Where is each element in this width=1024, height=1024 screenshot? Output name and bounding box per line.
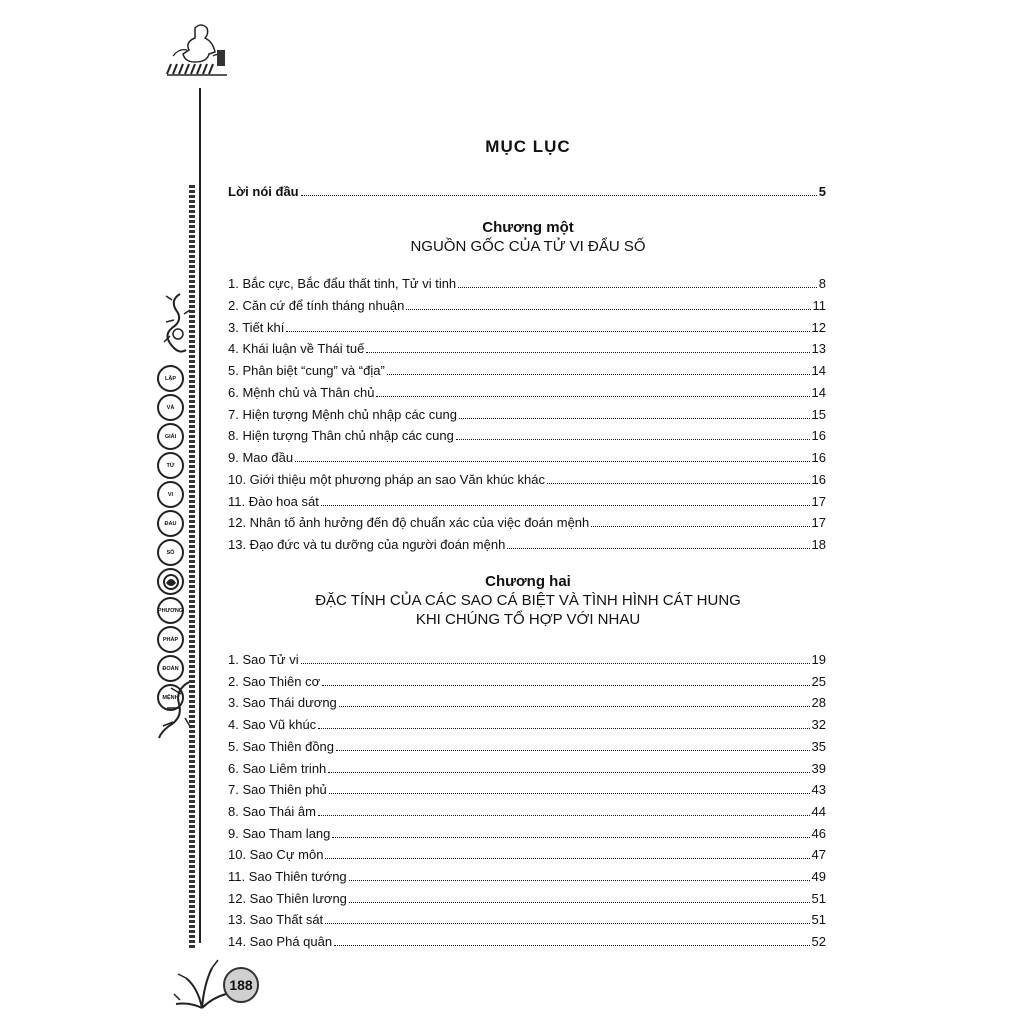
dot-leader [322,685,809,686]
entry-label: 8. Hiện tượng Thân chủ nhập các cung [228,428,454,444]
dot-leader [349,880,810,881]
toc-entry-intro [228,184,826,200]
entry-label: 13. Sao Thất sát [228,912,324,928]
entry-page-number: 43 [811,782,826,798]
entry-label: 12. Nhân tố ảnh hưởng đến độ chuẩn xác của việc đoán mệnh [228,515,590,531]
series-title-circles [157,365,189,713]
toc-entry [228,652,826,668]
entry-page-number: 47 [811,847,826,863]
dot-leader [456,439,810,440]
entry-label: 1. Bắc cực, Bắc đẩu thất tinh, Tử vi tinh [228,276,457,291]
dot-leader [328,772,809,773]
entry-page-number: 49 [811,869,826,884]
toc-entry [228,869,826,885]
chapter-heading [228,218,828,256]
dot-leader [295,461,809,462]
entry-label: 10. Sao Cự môn [228,847,324,863]
toc-entry [228,537,826,553]
margin-circle-label: SỐ [157,539,184,566]
margin-circle-label: TỬ [157,452,184,479]
page-number-badge: 188 [223,967,259,1003]
entry-label: 11. Sao Thiên tướng [228,869,347,884]
entry-label: 13. Đạo đức và tu dưỡng của người đoán mệnh [228,537,506,552]
toc-entry [228,804,826,820]
toc-entry [228,298,826,314]
dot-leader [318,728,809,729]
entry-page-number: 17 [811,493,826,509]
chapter-number: Chương hai [485,573,571,590]
entry-page-number: 17 [811,515,826,531]
toc-entry [228,407,826,423]
toc-entry [228,385,826,401]
margin-circle-label: PHƯƠNG [157,597,184,624]
dot-leader [329,793,810,794]
margin-circle-label: VI [157,481,184,508]
dot-leader [349,902,810,903]
entry-label: 5. Sao Thiên đồng [228,738,335,754]
dot-leader [318,815,810,816]
entry-page-number: 28 [811,695,826,711]
dot-leader [547,483,810,484]
dot-leader [458,287,817,288]
entry-label: 9. Mao đầu [228,450,294,465]
toc-entry [228,912,826,928]
dot-leader [366,352,809,353]
margin-circle-label: GIẢI [157,423,184,450]
toc-entry [228,934,826,950]
entry-label: 4. Sao Vũ khúc [228,717,317,733]
chapter-title: KHI CHÚNG TỔ HỢP VỚI NHAU [415,611,641,628]
toc-entry [228,761,826,777]
entry-label: 6. Mệnh chủ và Thân chủ [228,384,375,400]
toc-entry [228,320,826,336]
entry-page-number: 11 [812,297,826,313]
emblem-circle-icon [157,568,184,595]
entry-page-number: 16 [811,471,826,487]
entry-page-number: 15 [811,406,826,422]
chapter-heading [228,572,828,629]
entry-label: 3. Tiết khí [228,319,285,335]
toc-entry [228,494,826,510]
dot-leader [387,374,810,375]
entry-label: 12. Sao Thiên lương [228,890,347,906]
entry-label: 6. Sao Liêm trinh [228,760,327,776]
dot-leader [591,526,809,527]
dot-leader [286,331,809,332]
entry-page-number: 51 [811,912,826,928]
dot-leader [334,945,809,946]
entry-label: 10. Giới thiệu một phương pháp an sao Văn khúc khác [228,471,546,487]
entry-page-number: 35 [811,738,826,754]
dot-leader [336,750,810,751]
toc-entry [228,782,826,798]
entry-page-number: 19 [811,652,826,667]
toc-entry [228,515,826,531]
entry-label: 7. Sao Thiên phủ [228,782,327,798]
entry-page-number: 8 [818,276,826,291]
phoenix-ornament-icon [155,678,195,742]
entry-label: 2. Sao Thiên cơ [228,673,321,689]
toc-entry [228,363,826,379]
margin-circle-label: ĐOÁN [157,655,184,682]
entry-page-number: 16 [811,428,826,444]
toc-entry [228,826,826,842]
entry-label: 2. Căn cứ để tính tháng nhuận [228,297,405,313]
entry-page-number: 32 [811,717,826,733]
scholar-illustration [165,20,235,80]
entry-label: 1. Sao Tử vi [228,652,299,667]
entry-page-number: 51 [811,890,826,906]
dot-leader [325,858,809,859]
dot-leader [459,418,810,419]
entry-label: 5. Phân biệt “cung” và “địa” [228,363,385,378]
dot-leader [376,396,809,397]
dot-leader [301,195,817,196]
entry-label: 4. Khái luận về Thái tuế [228,341,365,357]
entry-page-number: 25 [811,673,826,689]
entry-label: 14. Sao Phá quân [228,934,333,950]
dot-leader [301,663,810,664]
dot-leader [325,923,809,924]
dot-leader [406,309,810,310]
toc-entry [228,891,826,907]
margin-circle-label: ĐẨU [157,510,184,537]
entry-label: 7. Hiện tượng Mệnh chủ nhập các cung [228,406,457,422]
entry-label: 8. Sao Thái âm [228,803,316,819]
entry-page-number: 52 [811,934,826,950]
toc-entry [228,450,826,466]
entry-page-number: 13 [811,341,826,357]
entry-page-number: 14 [811,384,826,400]
toc-entry [228,428,826,444]
toc-entry [228,847,826,863]
margin-circle-label: LẬP [157,365,184,392]
entry-page-number: 44 [811,803,826,819]
entry-page-number: 16 [811,450,826,465]
margin-circle-label: PHÁP [157,626,184,653]
entry-label: 9. Sao Tham lang [228,825,331,841]
toc-entry [228,739,826,755]
entry-label: Lời nói đầu [228,184,299,199]
dot-leader [321,505,810,506]
entry-page-number: 18 [811,537,826,552]
toc-entry [228,472,826,488]
dot-leader [507,548,809,549]
entry-label: 3. Sao Thái dương [228,695,337,711]
dot-leader [339,706,810,707]
toc-title: MỤC LỤC [485,137,571,156]
margin-circle-label: VÀ [157,394,184,421]
entry-page-number: 39 [811,760,826,776]
dot-leader [332,837,809,838]
toc-entry [228,341,826,357]
margin-rule [199,88,201,943]
entry-page-number: 14 [811,363,826,378]
toc-entry [228,276,826,292]
entry-page-number: 12 [811,319,826,335]
dragon-ornament-icon [160,290,194,360]
toc-entry [228,674,826,690]
chapter-title: ĐẶC TÍNH CỦA CÁC SAO CÁ BIỆT VÀ TÌNH HÌNH CÁT HUNG [315,592,741,609]
entry-page-number: 5 [818,184,826,199]
chapter-title: NGUỒN GỐC CỦA TỬ VI ĐẨU SỐ [410,238,646,255]
toc-entry [228,695,826,711]
chapter-number: Chương một [482,219,574,236]
entry-label: 11. Đào hoa sát [228,493,319,509]
margin-circle-label: MỆNH [157,684,184,711]
entry-page-number: 46 [811,825,826,841]
toc-entry [228,717,826,733]
